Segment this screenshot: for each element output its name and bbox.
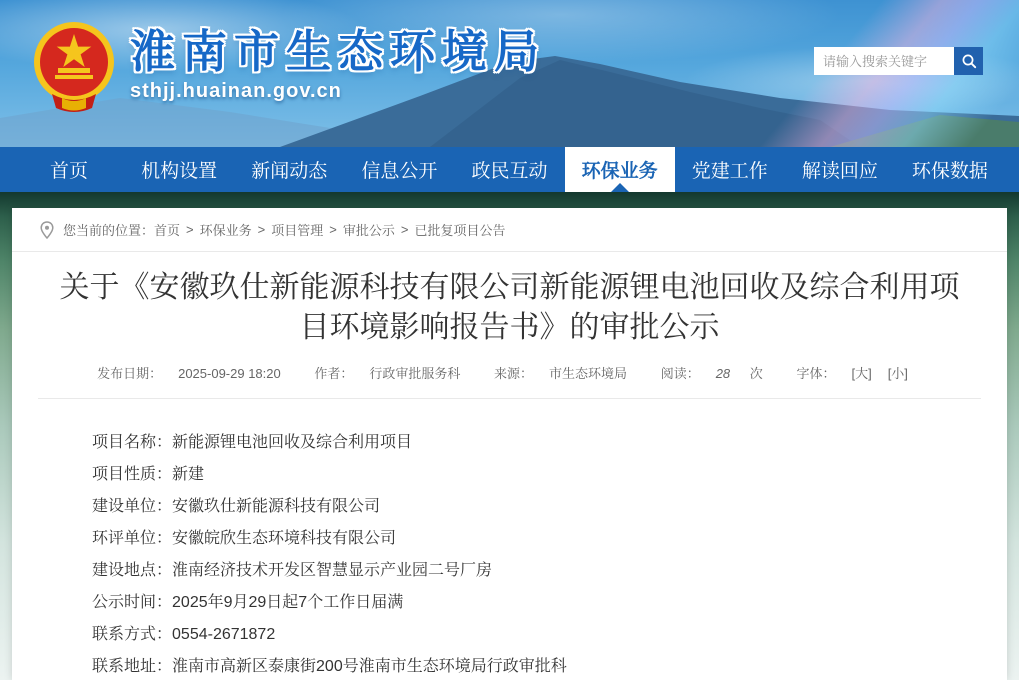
nav-item-env-business[interactable] (565, 147, 675, 192)
source: 来源： 市生态环境局 (494, 366, 628, 381)
field-contact-address: 联系地址：淮南市高新区泰康街200号淮南市生态环境局行政审批科 (92, 658, 567, 675)
breadcrumb-separator: > (400, 222, 409, 237)
search-box (814, 47, 983, 75)
breadcrumb-approval-publicity[interactable]: 审批公示 (342, 223, 395, 238)
site-banner (0, 0, 1019, 147)
breadcrumb-approved-projects[interactable]: 已批复项目公告 (414, 223, 506, 238)
site-title: 淮南市生态环境局 (130, 26, 547, 77)
publish-date: 发布日期： 2025-09-29 18:20 (97, 366, 281, 381)
breadcrumb-separator: > (186, 222, 194, 237)
field-location: 建设地点：淮南经济技术开发区智慧显示产业园二号厂房 (92, 562, 493, 579)
nav-item-info[interactable]: 信息公开 (361, 161, 438, 182)
content-card (12, 208, 1007, 680)
site-url: sthjj.huainan.gov.cn (130, 80, 342, 102)
breadcrumb-home[interactable]: 首页 (154, 223, 181, 238)
nav-item-home[interactable]: 首页 (50, 161, 89, 182)
magnifier-icon (961, 53, 977, 69)
breadcrumb (12, 208, 1007, 252)
search-input[interactable] (814, 47, 954, 75)
breadcrumb-separator: > (329, 222, 337, 237)
breadcrumb-env-business[interactable]: 环保业务 (199, 223, 252, 238)
location-pin-icon (40, 221, 54, 239)
font-large-button[interactable]: [大] (851, 366, 872, 381)
font-small-button[interactable]: [小] (887, 366, 908, 381)
nav-item-response[interactable]: 解读回应 (801, 161, 878, 182)
author: 作者： 行政审批服务科 (314, 366, 461, 381)
nav-item-label: 环保业务 (581, 161, 658, 182)
nav-item-org[interactable]: 机构设置 (141, 161, 218, 182)
article-title: 关于《安徽玖仕新能源科技有限公司新能源锂电池回收及综合利用项目环境影响报告书》的审批公示 (59, 271, 960, 344)
breadcrumb-prefix: 您当前的位置： (63, 223, 155, 238)
nav-item-news[interactable]: 新闻动态 (251, 161, 328, 182)
site-logo[interactable] (32, 20, 546, 112)
breadcrumb-project-mgmt[interactable]: 项目管理 (271, 223, 324, 238)
article-body (12, 399, 1007, 680)
nav-item-data[interactable]: 环保数据 (911, 161, 988, 182)
field-project-name: 项目名称：新能源锂电池回收及综合利用项目 (92, 434, 413, 451)
main-nav (0, 147, 1019, 192)
article-meta (12, 363, 1007, 382)
field-eia-unit: 环评单位：安徽皖欣生态环境科技有限公司 (92, 530, 397, 547)
field-construction-unit: 建设单位：安徽玖仕新能源科技有限公司 (92, 498, 381, 515)
search-button[interactable] (954, 47, 983, 75)
font-size-control: 字体： [大] [小] (796, 366, 908, 381)
field-publicity-period: 公示时间：2025年9月29日起7个工作日届满 (92, 594, 404, 611)
active-tab-notch (611, 183, 629, 192)
view-count: 阅读： 28 次 (660, 366, 763, 381)
field-contact-phone: 联系方式：0554-2671872 (92, 626, 276, 643)
breadcrumb-separator: > (257, 222, 266, 237)
nav-item-party[interactable]: 党建工作 (691, 161, 768, 182)
field-project-nature: 项目性质：新建 (92, 466, 205, 483)
national-emblem-icon (32, 20, 116, 112)
nav-item-interact[interactable]: 政民互动 (471, 161, 548, 182)
